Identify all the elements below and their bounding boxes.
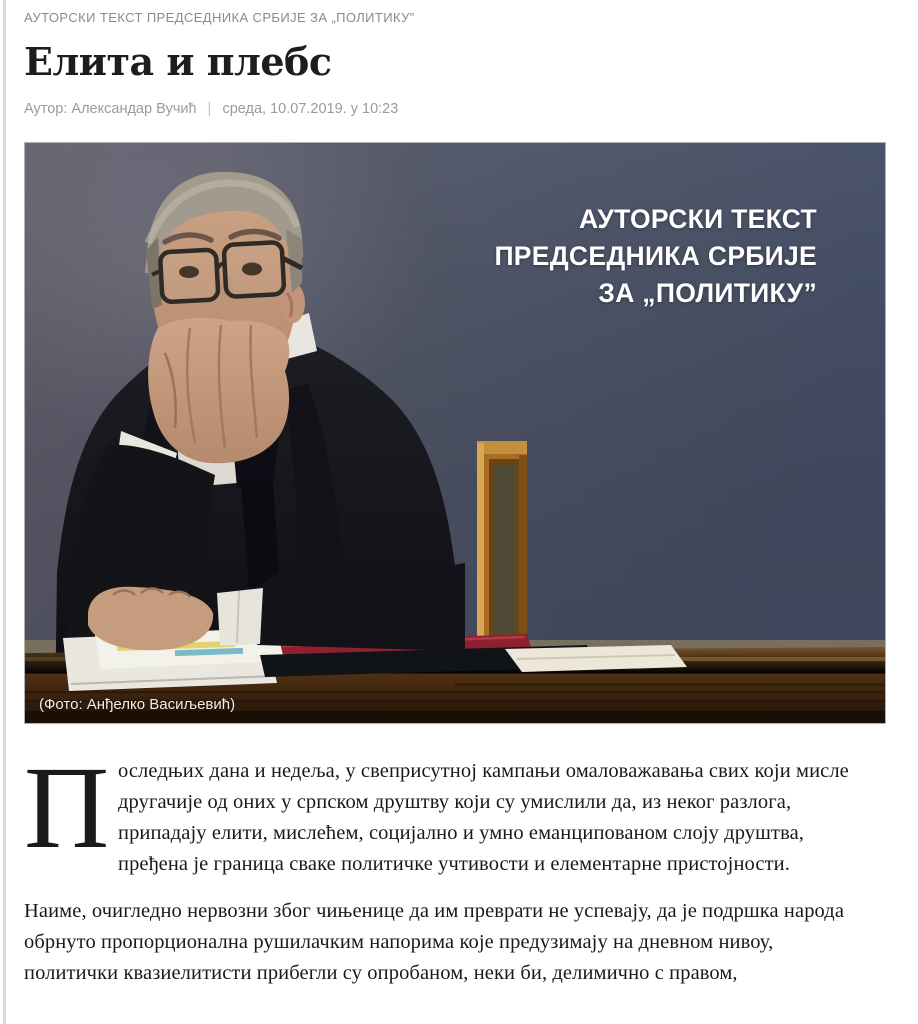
overlay-line-1: АУТОРСКИ ТЕКСТ	[578, 204, 817, 234]
overlay-line-2: ПРЕДСЕДНИКА СРБИЈЕ	[494, 241, 817, 271]
man-cuff-wrist	[217, 588, 263, 646]
article-photo	[24, 142, 886, 724]
photo-chair	[477, 441, 527, 655]
byline-separator: |	[207, 100, 212, 117]
page-title: Елита и плебс	[24, 39, 332, 84]
man-hand-over-mouth	[148, 318, 289, 463]
paragraph-1	[24, 742, 870, 880]
paragraph-1-text: оследњих дана и недеља, у свеприсутној кампањи омаловажавања свих који мисле другачије од оних у српском друштву који су умислили да, из неког разлога, припадају елити, мислећем, социјално и умно еманципованом слоју друштва, пређена је граница сваке политичке учтивости и елементарне пристојности.	[118, 760, 849, 875]
drop-cap: П	[24, 742, 110, 873]
photo-caption: (Фото: Анђелко Васиљевић)	[39, 696, 236, 713]
kicker: АУТОРСКИ ТЕКСТ ПРЕДСЕДНИКА СРБИЈЕ ЗА „ПОЛИТИКУ”	[24, 10, 415, 25]
byline-datetime: среда, 10.07.2019. у 10:23	[222, 101, 399, 117]
overlay-line-3: ЗА „ПОЛИТИКУ”	[598, 278, 817, 308]
byline-author: Аутор: Александар Вучић	[24, 101, 197, 117]
byline	[24, 100, 886, 118]
paragraph-2: Наиме, очигледно нервозни због чињенице да им преврати не успевају, да је подршка народа обрнуто пропорционална рушилачким напорима које предузимају на дневном нивоу, политички квазиелитисти прибегли су опробаном, неки би, делимично с правом,	[24, 900, 845, 984]
photo-overlay-title	[494, 201, 817, 312]
man-glasses	[151, 241, 304, 303]
page-left-border	[3, 0, 6, 1024]
article-body	[24, 742, 870, 989]
